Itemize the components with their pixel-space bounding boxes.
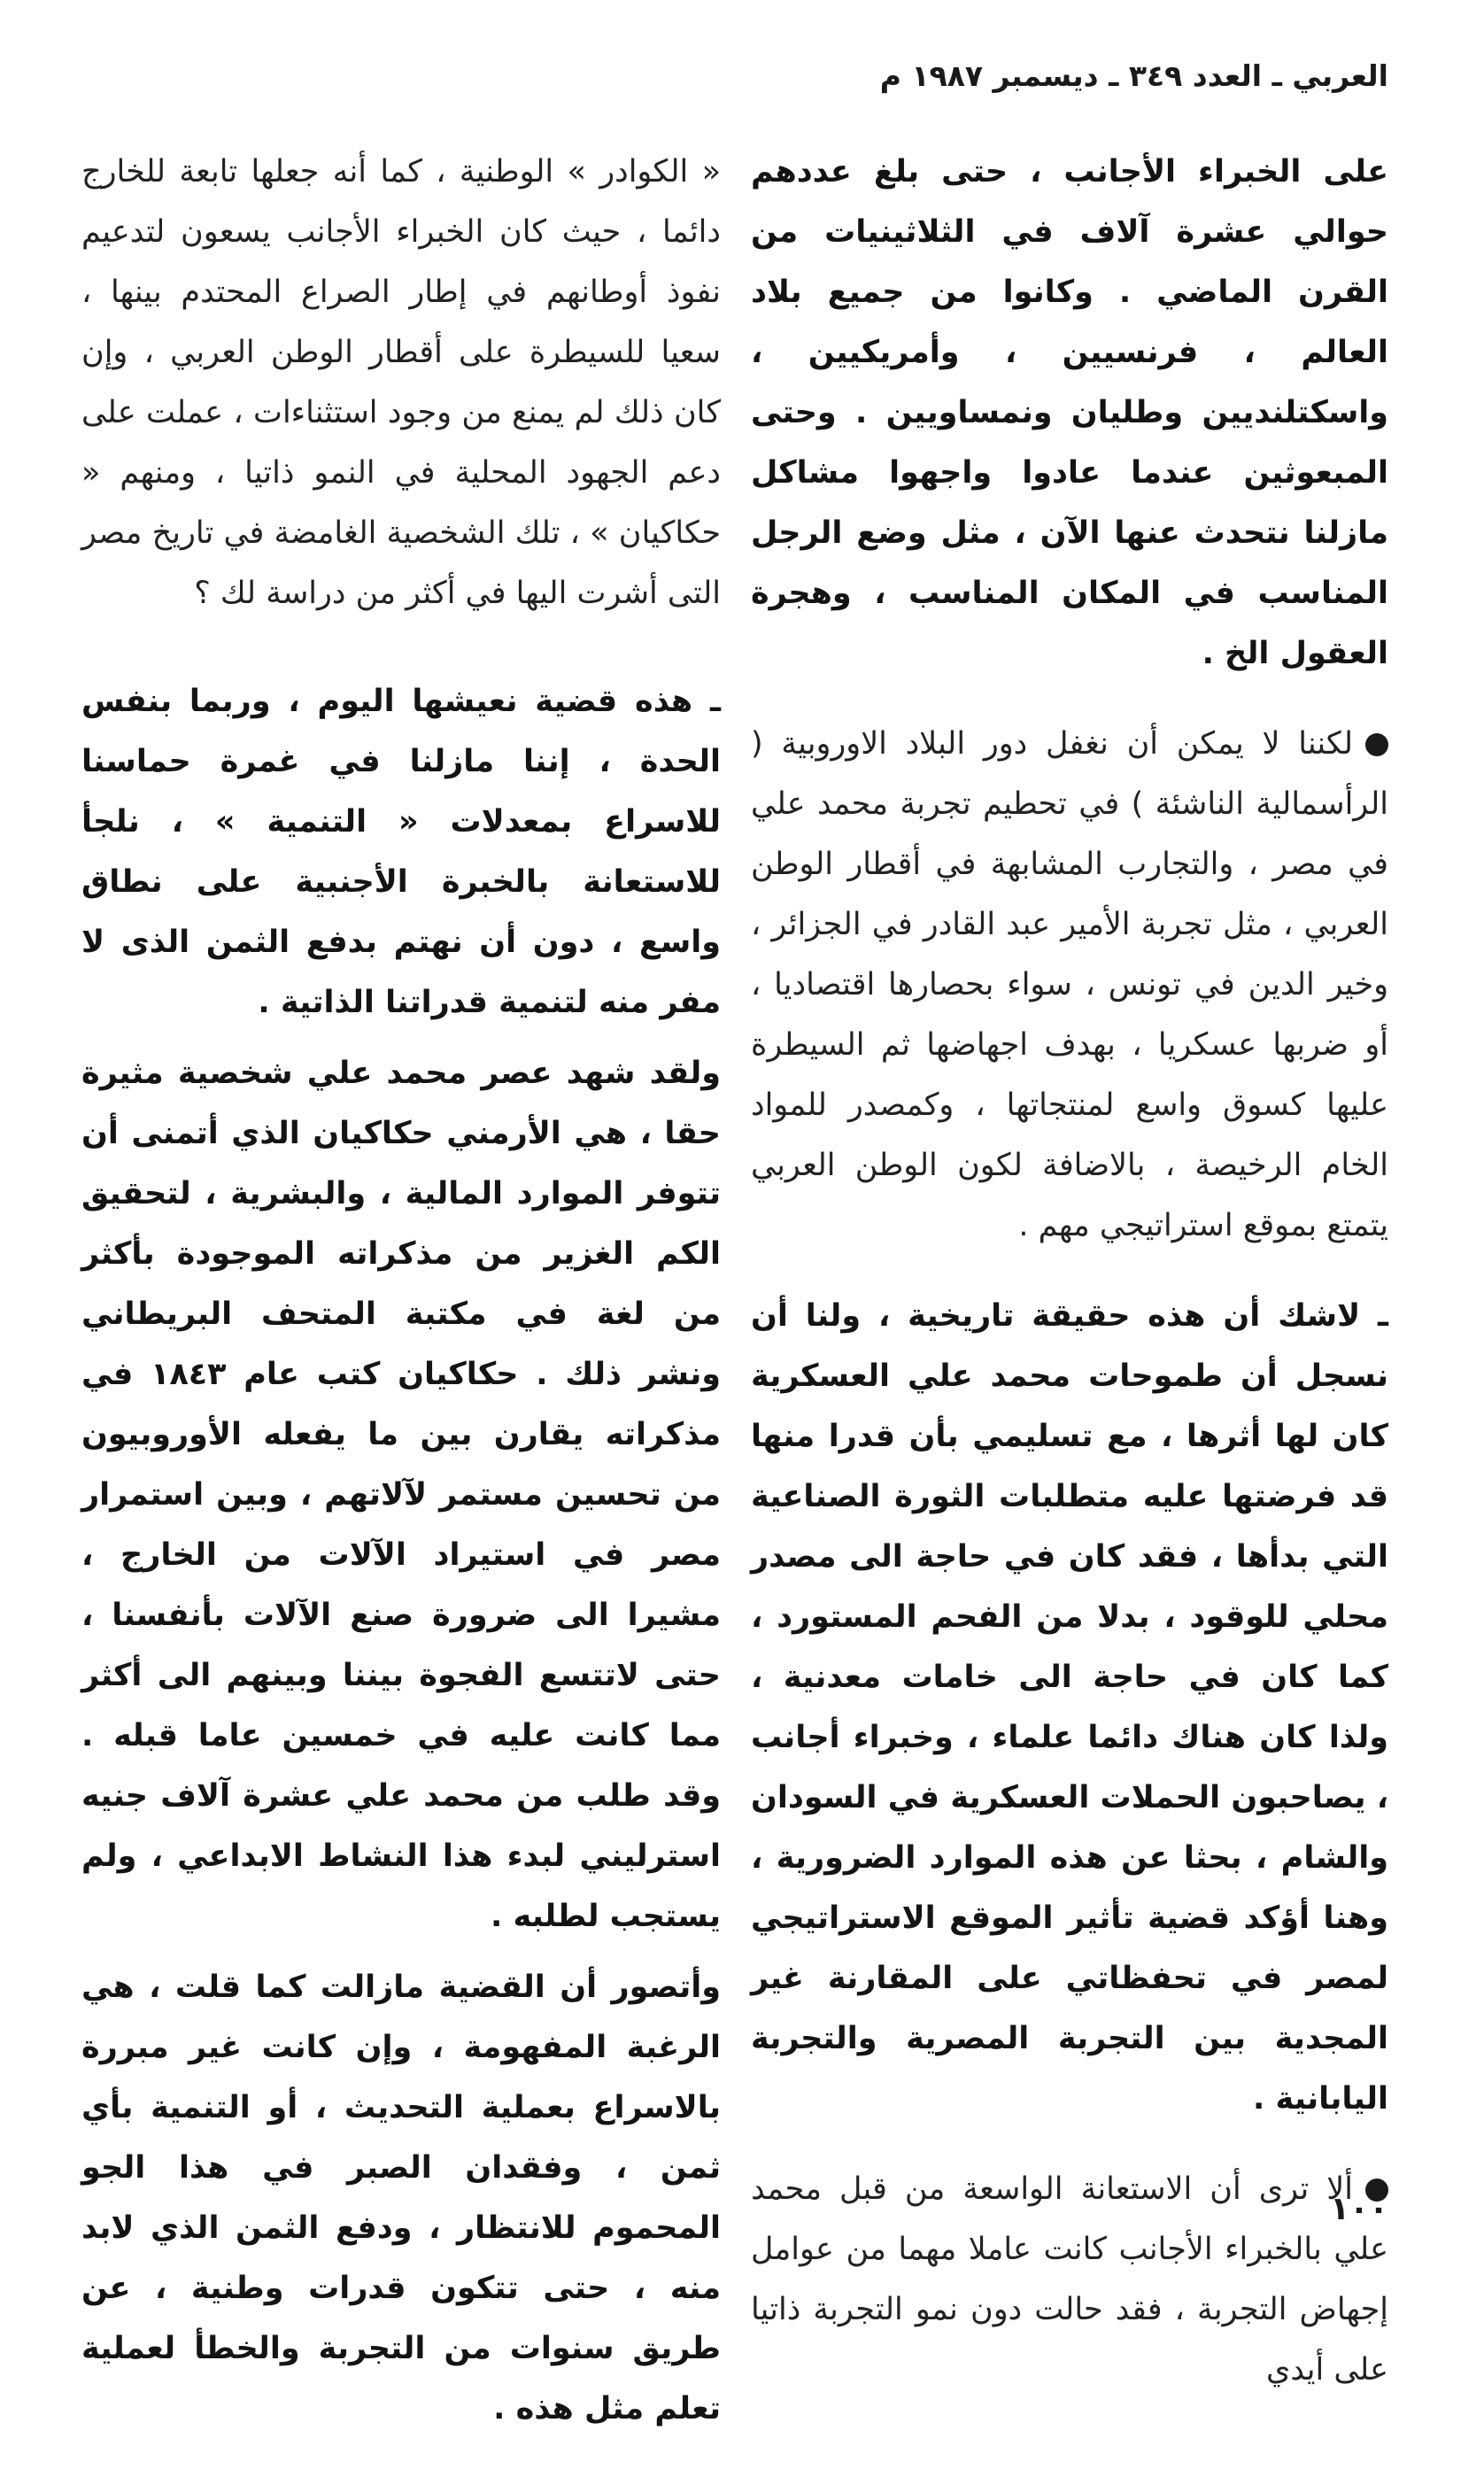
question-continuation: « الكوادر » الوطنية ، كما أنه جعلها تابعة للخارج دائما ، حيث كان الخبراء الأجانب يسعون لتدعيم نفوذ أوطانهم في إطار الصراع المحتدم بينها ، سعيا للسيطرة على أقطار الوطن العربي ، وإن كان ذلك لم يمنع من وجود استثناءات ، عملت على دعم الجهود المحلية في النمو ذاتيا ، ومنهم « حكاكيان » ، تلك الشخصية الغامضة في تاريخ مصر التى أشرت اليها في أكثر من دراسة لك ؟ bbox=[81, 154, 721, 611]
answer-paragraph-3: ـ هذه قضية نعيشها اليوم ، وربما بنفس الحدة ، إننا مازلنا في غمرة حماسنا للاسراع بمعدلات « التنمية » ، نلجأ للاستعانة بالخبرة الأجنبية على نطاق واسع ، دون أن نهتم بدفع الثمن الذى لا مفر منه لتنمية قدراتنا الذاتية . bbox=[81, 684, 721, 1020]
question-text: ألا ترى أن الاستعانة الواسعة من قبل محمد علي بالخبراء الأجانب كانت عاملا مهما من عوامل إجهاض التجربة ، فقد حالت دون نمو التجربة ذاتيا على أيدي bbox=[751, 2171, 1388, 2388]
question-paragraph-2 bbox=[751, 2159, 1388, 2400]
question-text: لكننا لا يمكن أن نغفل دور البلاد الاوروبية ( الرأسمالية الناشئة ) في تحطيم تجربة محمد علي في مصر ، والتجارب المشابهة في أقطار الوطن العربي ، مثل تجربة الأمير عبد القادر في الجزائر ، وخير الدين في تونس ، سواء بحصارها اقتصاديا ، أو ضربها عسكريا ، بهدف اجهاضها ثم السيطرة عليها كسوق واسع لمنتجاتها ، وكمصدر للمواد الخام الرخيصة ، بالاضافة لكون الوطن العربي يتمتع بموقع استراتيجي مهم . bbox=[751, 726, 1388, 1243]
answer-paragraph-2: ـ لاشك أن هذه حقيقة تاريخية ، ولنا أن نسجل أن طموحات محمد علي العسكرية كان لها أثرها ، مع تسليمي بأن قدرا منها قد فرضتها عليه متطلبات الثورة الصناعية التي بدأها ، فقد كان في حاجة الى مصدر محلي للوقود ، بدلا من الفحم المستورد ، كما كان في حاجة الى خامات معدنية ، ولذا كان هناك دائما علماء ، وخبراء أجانب ، يصاحبون الحملات العسكرية في السودان والشام ، بحثا عن هذه الموارد الضرورية ، وهنا أؤكد قضية تأثير الموقع الاستراتيجي لمصر في تحفظاتي على المقارنة غير المجدية بين التجربة المصرية والتجربة اليابانية . bbox=[751, 1298, 1388, 2117]
question-paragraph-1 bbox=[751, 714, 1388, 1256]
running-header: العربي ـ العدد ٣٤٩ ـ ديسمبر ١٩٨٧ م bbox=[879, 58, 1388, 93]
left-column bbox=[81, 142, 721, 2469]
answer-paragraph-1: على الخبراء الأجانب ، حتى بلغ عددهم حوالي عشرة آلاف في الثلاثينيات من القرن الماضي . وكانوا من جميع بلاد العالم ، فرنسيين ، وأمريكيين ، واسكتلنديين وطليان ونمساويين . وحتى المبعوثين عندما عادوا واجهوا مشاكل مازلنا نتحدث عنها الآن ، مثل وضع الرجل المناسب في المكان المناسب ، وهجرة العقول الخ . bbox=[751, 154, 1388, 671]
answer-paragraph-5: وأتصور أن القضية مازالت كما قلت ، هي الرغبة المفهومة ، وإن كانت غير مبررة بالاسراع بعملية التحديث ، أو التنمية بأي ثمن ، وفقدان الصبر في هذا الجو المحموم للانتظار ، ودفع الثمن الذي لابد منه ، حتى تتكون قدرات وطنية ، عن طريق سنوات من التجربة والخطأ لعملية تعلم مثل هذه . bbox=[81, 1970, 721, 2426]
page-number: ١٠٠ bbox=[1330, 2191, 1388, 2227]
right-column bbox=[751, 142, 1388, 2430]
answer-paragraph-4: ولقد شهد عصر محمد علي شخصية مثيرة حقا ، هي الأرمني حكاكيان الذي أتمنى أن تتوفر الموارد المالية ، والبشرية ، لتحقيق الكم الغزير من مذكراته الموجودة بأكثر من لغة في مكتبة المتحف البريطاني ونشر ذلك . حكاكيان كتب عام ١٨٤٣ في مذكراته يقارن بين ما يفعله الأوروبيون من تحسين مستمر لآلاتهم ، وبين استمرار مصر في استيراد الآلات من الخارج ، مشيرا الى ضرورة صنع الآلات بأنفسنا ، حتى لاتتسع الفجوة بيننا وبينهم الى أكثر مما كانت عليه في خمسين عاما قبله . وقد طلب من محمد علي عشرة آلاف جنيه استرليني لبدء هذا النشاط الابداعي ، ولم يستجب لطلبه . bbox=[81, 1056, 721, 1934]
bullet-icon bbox=[1365, 733, 1388, 756]
